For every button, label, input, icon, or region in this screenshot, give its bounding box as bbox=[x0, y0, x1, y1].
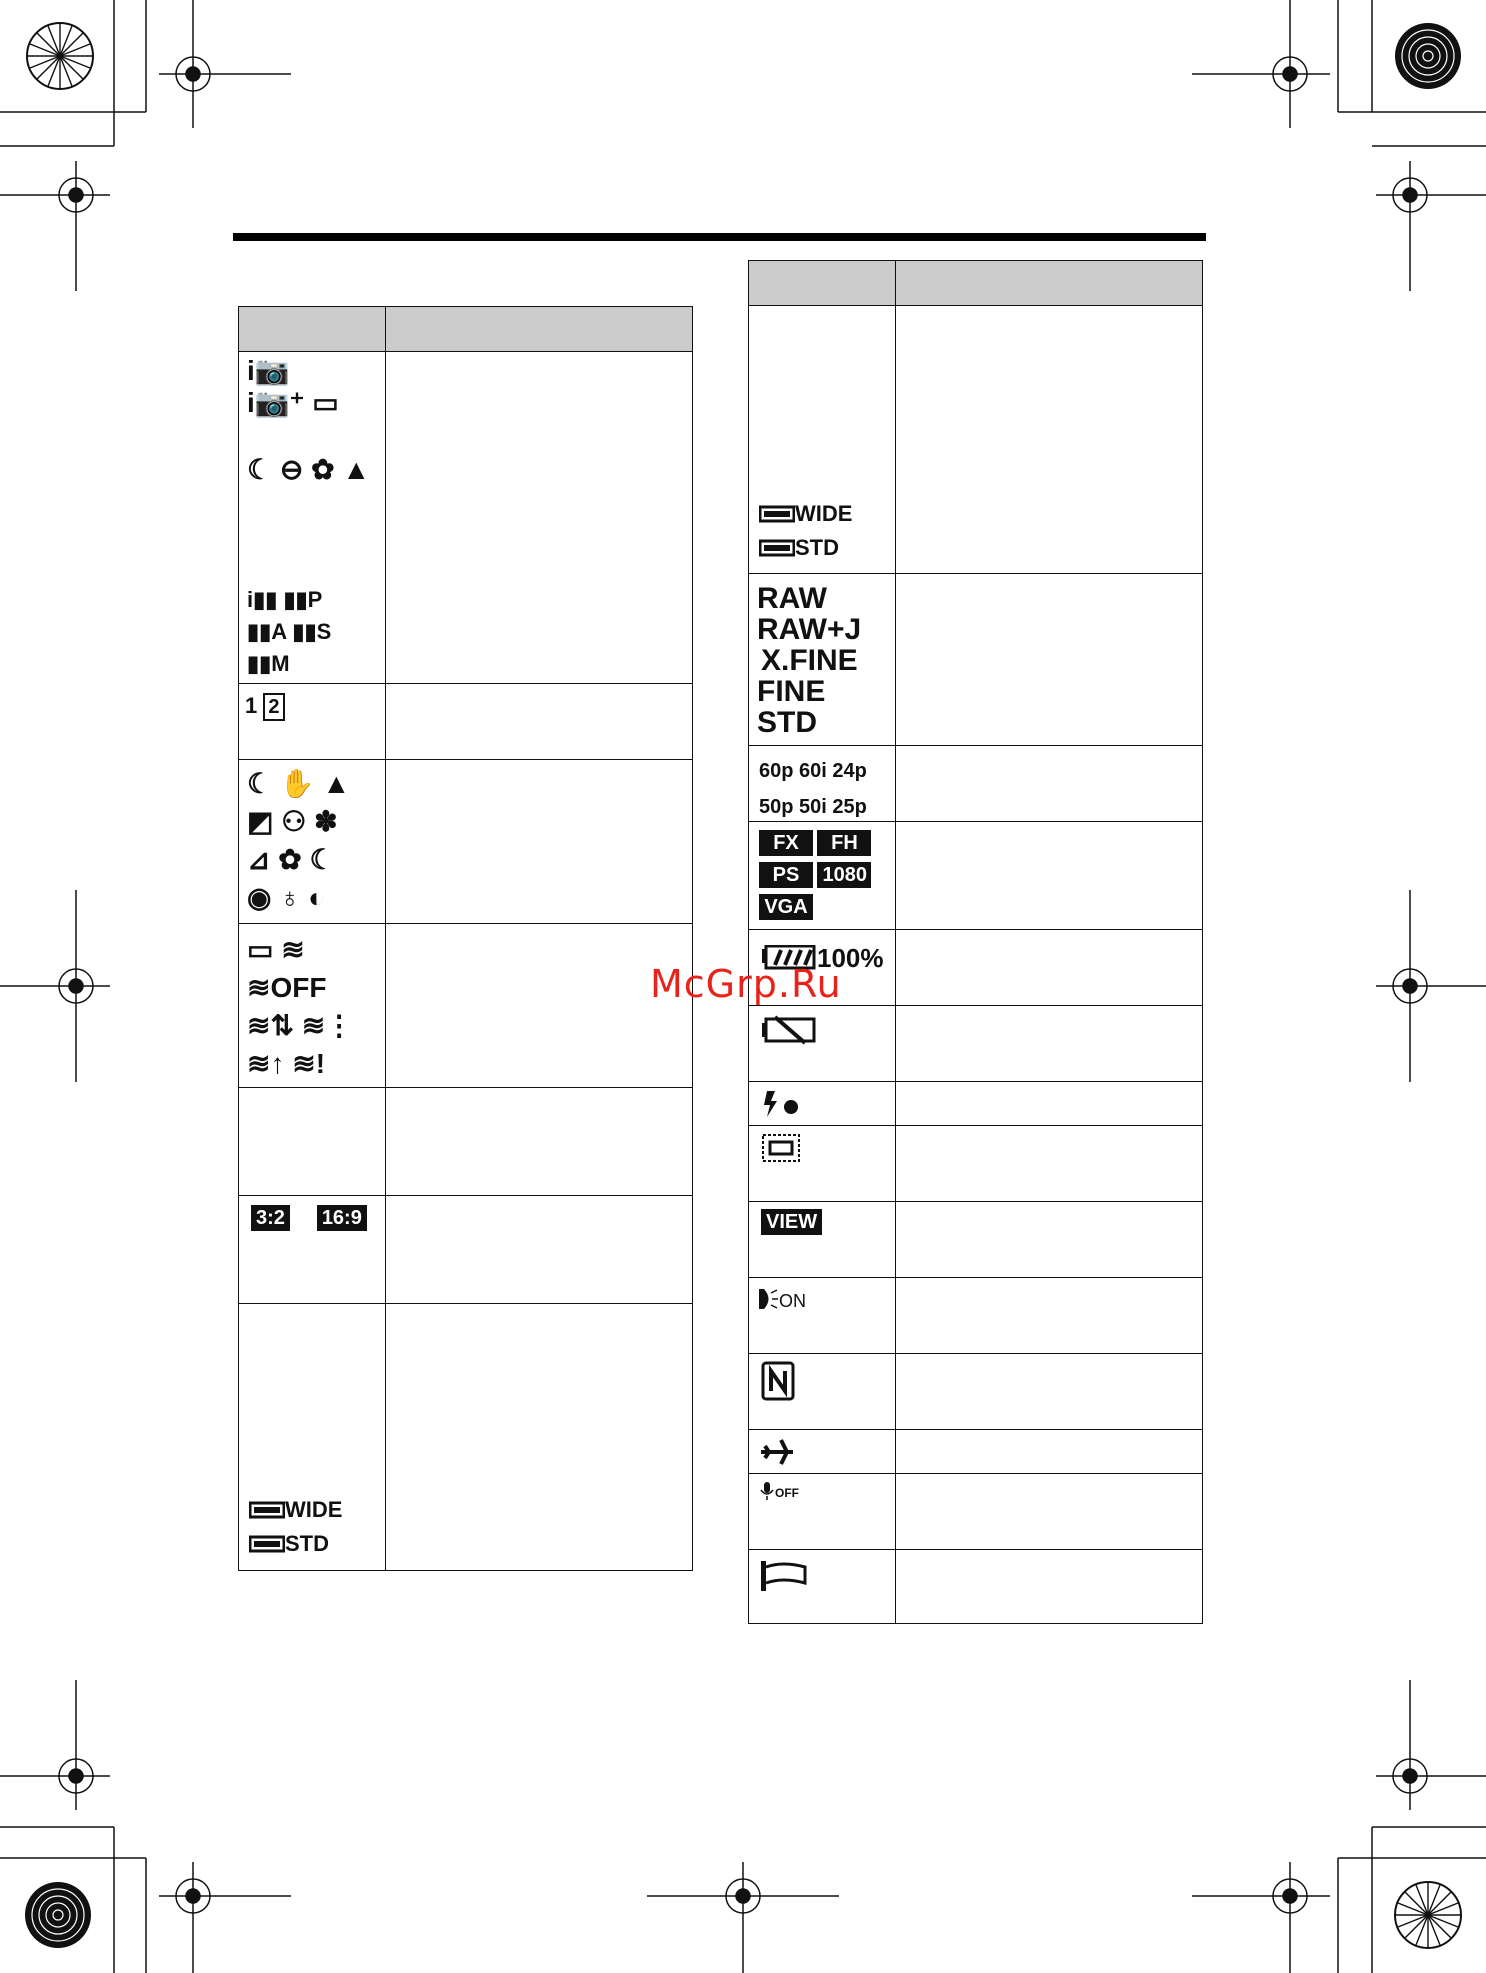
memory-number-icon: 1 2 bbox=[245, 693, 285, 721]
right-icon-table bbox=[748, 260, 1203, 1624]
frame-rate-icons: 60p 60i 24p 50p 50i 25p bbox=[759, 760, 867, 818]
setting-effect-off-icon: VIEW bbox=[761, 1209, 822, 1235]
aspect-ratio-icons bbox=[251, 1205, 367, 1231]
af-frame-icon bbox=[761, 1133, 801, 1167]
battery-empty-icon bbox=[761, 1015, 817, 1049]
airplane-mode-icon bbox=[759, 1437, 795, 1471]
top-rule bbox=[233, 233, 1206, 241]
scene-selection-icons: ☾ ✋ ▲ ◩ ⚇ ✽ ⊿ ✿ ☾ ◉ ♁ ◐ bbox=[247, 768, 351, 913]
scene-icons: ☾ ⊖ ✿ ▲ bbox=[247, 454, 371, 485]
right-table-header bbox=[749, 261, 1202, 306]
wind-noise-reduction-icon bbox=[759, 1559, 809, 1597]
aspect-3-2-icon: 3:2 bbox=[251, 1205, 290, 1231]
superior-auto-icon: i📷⁺ ▭ bbox=[247, 387, 339, 418]
flash-charging-icon bbox=[761, 1089, 801, 1123]
intelligent-auto-icon: i📷 bbox=[247, 355, 290, 386]
left-icon-table bbox=[238, 306, 693, 1571]
watermark: McGrp.Ru bbox=[650, 962, 842, 1006]
movie-mode-as-icon: ▮▮A ▮▮S bbox=[247, 619, 332, 644]
panorama-wide-icon: WIDE bbox=[249, 1499, 342, 1521]
panorama-std-icon: STD bbox=[759, 537, 839, 559]
battery-remaining-icon: 100% bbox=[761, 945, 884, 971]
image-quality-icons: RAW RAW+J X.FINE FINE STD bbox=[757, 582, 862, 739]
aspect-16-9-icon: 16:9 bbox=[317, 1205, 367, 1231]
wifi-icons: ▭ ≋ ≋OFF ≋⇅ ≋⋮ ≋↑ ≋! bbox=[247, 934, 354, 1079]
record-setting-icons: FX FH PS 1080 VGA bbox=[759, 829, 871, 925]
nfc-icon bbox=[761, 1361, 795, 1405]
audio-off-icon: OFF bbox=[759, 1481, 799, 1501]
panorama-std-icon: STD bbox=[249, 1533, 329, 1555]
movie-mode-icon: i▮▮ ▮▮P bbox=[247, 587, 323, 612]
movie-mode-m-icon: ▮▮M bbox=[247, 651, 290, 676]
panorama-wide-icon: WIDE bbox=[759, 503, 852, 525]
af-illuminator-icon: ON bbox=[757, 1287, 806, 1311]
left-table-header bbox=[239, 307, 692, 352]
